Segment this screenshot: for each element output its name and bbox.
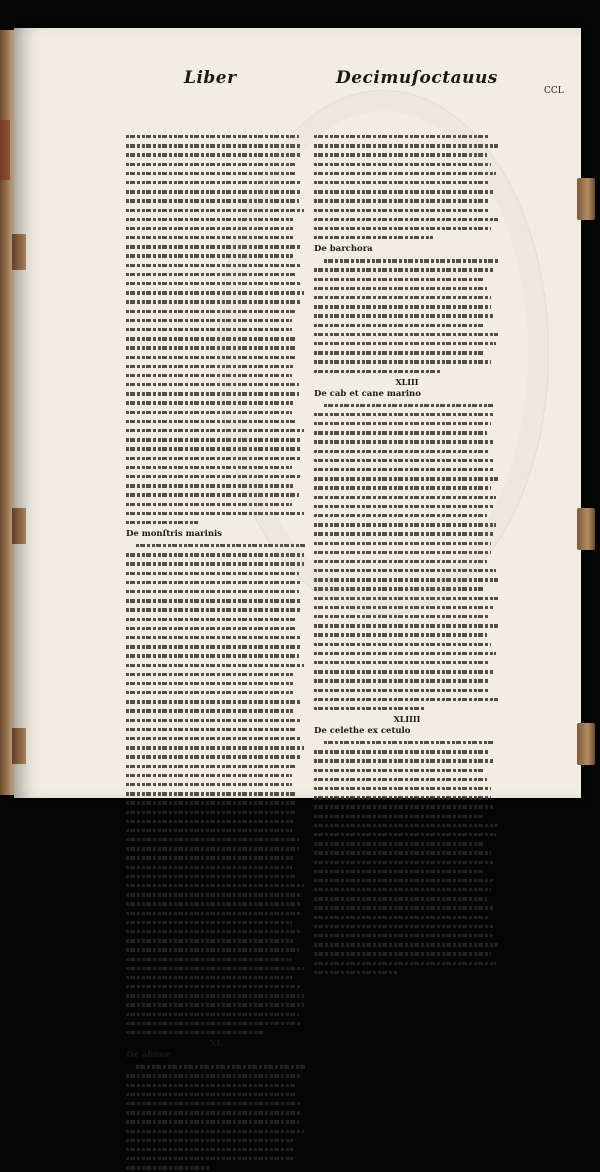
text-line [126,1127,306,1136]
text-line [314,293,500,302]
chapter-heading: De cab et cane marino [314,388,421,399]
text-line [126,325,306,334]
text-line [126,435,306,444]
text-line [126,215,306,224]
text-line [126,251,306,260]
text-line [314,520,500,529]
chapter-heading: De abune [126,1050,171,1061]
text-line [126,1099,306,1108]
text-line [126,408,306,417]
text-line [314,265,500,274]
text-line [126,945,306,954]
text-line [314,465,500,474]
text-line [314,224,500,233]
text-line [126,688,306,697]
text-line [126,472,306,481]
text-line [126,642,306,651]
text-line [126,835,306,844]
text-line [314,704,500,713]
text-line [126,706,306,715]
text-line [126,752,306,761]
text-line [126,661,306,670]
text-line [314,940,500,949]
text-line [126,881,306,890]
text-line [314,612,500,621]
left-text-column [126,132,306,1172]
text-line [314,483,500,492]
text-line [126,509,306,518]
text-line [126,817,306,826]
text-line [126,1062,306,1071]
text-line [126,808,306,817]
text-line [126,743,306,752]
text-line [126,899,306,908]
text-line [126,798,306,807]
text-line [314,913,500,922]
text-line [126,982,306,991]
text-line [126,1154,306,1163]
page-clip [12,234,26,270]
text-line [126,362,306,371]
text-line [314,178,500,187]
text-line [314,447,500,456]
text-line [126,918,306,927]
text-line [314,256,500,265]
text-line [314,830,500,839]
text-line [314,802,500,811]
text-line [126,725,306,734]
text-line [126,927,306,936]
text-line [314,284,500,293]
page-clip [12,728,26,764]
text-line [126,1108,306,1117]
text-line [314,756,500,765]
text-line [314,275,500,284]
running-head [14,66,581,96]
text-line [126,187,306,196]
text-line [126,550,306,559]
text-line [314,529,500,538]
page-clip [577,508,595,550]
text-line [314,894,500,903]
text-line [126,853,306,862]
text-line [314,686,500,695]
text-line [314,812,500,821]
text-line [314,410,500,419]
text-line [126,651,306,660]
text-line [126,242,306,251]
text-line [126,454,306,463]
text-line [314,419,500,428]
text-line [126,1117,306,1126]
text-line [314,584,500,593]
text-line [314,885,500,894]
text-line [126,398,306,407]
text-line [126,624,306,633]
page-clip [577,723,595,765]
text-line [314,784,500,793]
text-line [314,695,500,704]
chapter-number: XL [210,1038,222,1049]
text-line [314,311,500,320]
text-line [314,160,500,169]
text-line [126,481,306,490]
text-line [314,839,500,848]
text-line [314,141,500,150]
text-line [314,233,500,242]
text-line [314,302,500,311]
text-line [126,169,306,178]
text-line [126,771,306,780]
text-line [126,224,306,233]
text-line [314,848,500,857]
text-line [314,511,500,520]
text-line [314,931,500,940]
text-line [126,559,306,568]
running-head-liber: Liber [184,68,237,88]
text-line [314,747,500,756]
text-line [126,1000,306,1009]
chapter-number: XLIIII [393,714,421,725]
text-line [314,330,500,339]
text-line [314,968,500,977]
text-line [314,649,500,658]
folio-number: CCL [544,86,564,96]
text-line [126,587,306,596]
text-line [314,548,500,557]
right-text-column [314,132,500,977]
text-line [126,297,306,306]
text-line [126,541,306,550]
text-line [126,1090,306,1099]
text-line [126,518,306,527]
text-line [314,766,500,775]
text-line [314,150,500,159]
book-page [14,28,581,1061]
text-line [126,973,306,982]
text-line [126,307,306,316]
text-line [126,316,306,325]
text-line [314,821,500,830]
text-line [126,909,306,918]
text-line [126,789,306,798]
text-line [314,676,500,685]
text-line [126,1010,306,1019]
text-line [314,867,500,876]
text-line [126,490,306,499]
text-line [126,206,306,215]
text-line [314,959,500,968]
text-line [126,826,306,835]
text-line [314,667,500,676]
text-line [126,844,306,853]
text-line [126,380,306,389]
text-line [314,215,500,224]
text-line [314,437,500,446]
text-line [314,321,500,330]
text-line [314,401,500,410]
text-line [126,716,306,725]
text-line [314,367,500,376]
text-line [126,1163,306,1172]
text-line [126,615,306,624]
text-line [126,233,306,242]
text-line [126,633,306,642]
text-line [314,428,500,437]
text-line [126,417,306,426]
text-line [126,1071,306,1080]
chapter-number: XLIII [395,376,419,387]
page-clip [12,508,26,544]
text-line [126,872,306,881]
text-line [314,630,500,639]
text-line [314,539,500,548]
text-line [126,279,306,288]
text-line [314,594,500,603]
text-line [126,371,306,380]
text-line [126,196,306,205]
text-line [126,343,306,352]
text-line [126,679,306,688]
text-line [126,178,306,187]
text-line [126,160,306,169]
text-line [126,890,306,899]
text-line [126,353,306,362]
text-line [314,658,500,667]
text-line [126,1145,306,1154]
text-line [126,734,306,743]
text-line [126,334,306,343]
text-line [314,196,500,205]
text-line [126,444,306,453]
text-line [314,169,500,178]
text-line [314,474,500,483]
text-line [314,793,500,802]
text-line [126,762,306,771]
text-line [314,858,500,867]
text-line [126,500,306,509]
text-line [314,502,500,511]
text-line [126,964,306,973]
text-line [126,389,306,398]
text-line [126,697,306,706]
text-line [126,288,306,297]
text-line [126,132,306,141]
text-line [126,863,306,872]
text-line [314,603,500,612]
text-line [314,339,500,348]
text-line [126,780,306,789]
text-line [314,357,500,366]
text-line [126,569,306,578]
text-line [126,936,306,945]
text-line [314,456,500,465]
text-line [126,578,306,587]
text-line [314,775,500,784]
text-line [126,261,306,270]
text-line [314,575,500,584]
text-line [314,187,500,196]
text-line [314,557,500,566]
text-line [126,150,306,159]
text-line [126,426,306,435]
text-line [314,922,500,931]
text-line [314,949,500,958]
text-line [314,876,500,885]
text-line [314,903,500,912]
text-line [314,621,500,630]
running-head-book-number: Decimuſoctauus [336,68,498,88]
text-line [314,348,500,357]
chapter-heading: De monſtris marinis [126,529,223,540]
text-line [126,141,306,150]
text-line [126,463,306,472]
text-line [126,270,306,279]
chapter-heading: De barchora [314,244,373,255]
page-clip [577,178,595,220]
text-line [126,1019,306,1028]
text-line [126,605,306,614]
text-line [314,206,500,215]
text-line [126,1081,306,1090]
text-line [126,1136,306,1145]
text-line [126,670,306,679]
text-line [314,738,500,747]
text-line [126,596,306,605]
text-line [314,132,500,141]
text-line [126,955,306,964]
chapter-heading: De celethe ex cetulo [314,726,411,737]
text-line [126,991,306,1000]
text-line [126,1028,306,1037]
text-line [314,493,500,502]
text-line [314,640,500,649]
text-line [314,566,500,575]
